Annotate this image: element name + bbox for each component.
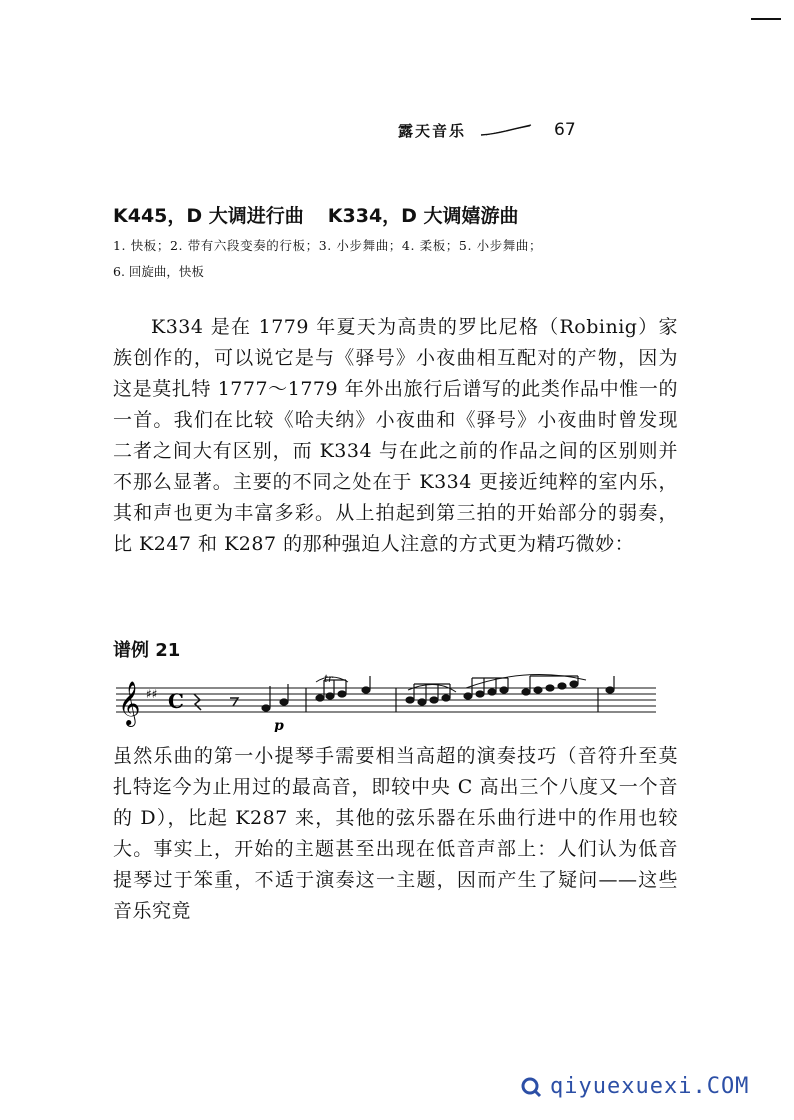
tempo-sign: C (168, 689, 184, 713)
dynamic-mark: p (274, 718, 284, 732)
heading-k445: K445，D 大调进行曲 (113, 205, 304, 227)
music-example-staff (116, 674, 656, 732)
running-head-title: 露天音乐 (398, 121, 467, 140)
running-head (398, 118, 576, 142)
body-paragraph-2: 虽然乐曲的第一小提琴手需要相当高超的演奏技巧（音符升至莫扎特迄今为止用过的最高音，即较中央 C 高出三个八度又一个音的 D），比起 K287 来，其他的弦乐器在乐曲行进中的作用也较大。事实上，开始的主题甚至出现在低音声部上：人们认为低音提琴过于笨重，不适于演奏这一主题，因而产生了疑问——这些音乐究竟 (113, 745, 678, 922)
key-signature-sharps-icon: ♯♯ (146, 687, 158, 701)
section-heading (113, 201, 519, 228)
watermark (520, 1074, 749, 1099)
movements-line-2: 6. 回旋曲，快板 (113, 264, 204, 279)
page-number: 67 (554, 120, 576, 140)
trill-mark: tr (324, 674, 333, 685)
movements-line-1: 1. 快板；2. 带有六段变奏的行板；3. 小步舞曲；4. 柔板；5. 小步舞曲； (113, 238, 543, 253)
q-logo-icon (520, 1076, 542, 1098)
top-corner-rule (751, 18, 781, 20)
staff-lines (116, 688, 656, 712)
heading-k334: K334，D 大调嬉游曲 (327, 205, 519, 227)
example-label: 谱例 21 (113, 640, 181, 661)
treble-clef-icon: 𝄞 (118, 681, 141, 725)
slurs (316, 675, 586, 692)
body-paragraph-1: K334 是在 1779 年夏天为高贵的罗比尼格（Robinig）家族创作的，可以说它是与《驿号》小夜曲相互配对的产物，因为这是莫扎特 1777～1779 年外出旅行后谱写的此类作品中惟一的一首。我们在比较《哈夫纳》小夜曲和《驿号》小夜曲时曾发现二者之间大有区别，而 K334 与在此之前的作品之间的区别则并不那么显著。主要的不同之处在于 K334 更接近纯粹的室内乐，其和声也更为丰富多彩。从上拍起到第三拍的开始部分的弱奏，比 K247 和 K287 的那种强迫人注意的方式更为精巧微妙： (113, 316, 678, 555)
ornament-flourish-icon (480, 123, 532, 137)
watermark-text: qiyuexuexi.COM (550, 1074, 750, 1099)
rests-icon (194, 694, 238, 710)
